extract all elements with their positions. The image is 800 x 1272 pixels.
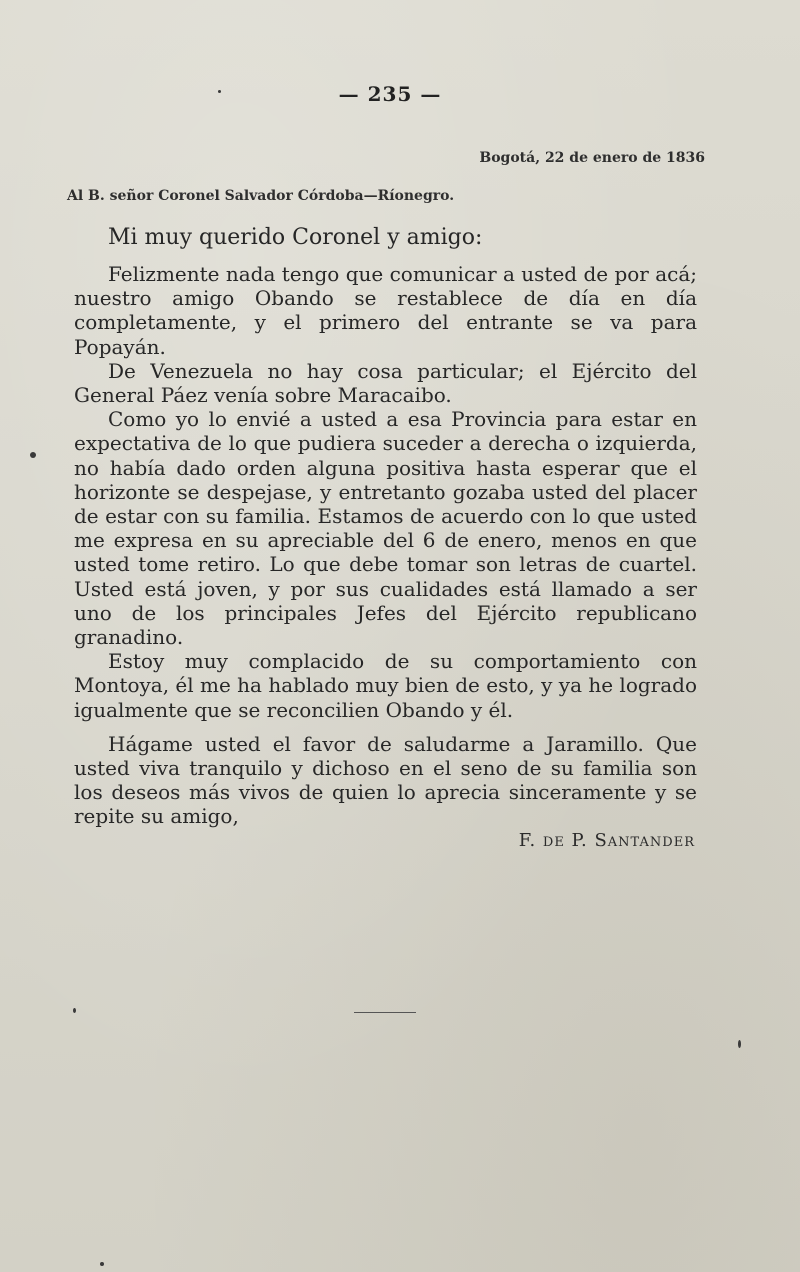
paper-speck — [100, 1262, 104, 1266]
paper-speck — [73, 1008, 76, 1013]
paper-speck — [218, 90, 221, 93]
letter-salutation: Mi muy querido Coronel y amigo: — [108, 225, 483, 250]
paragraph: Estoy muy complacido de su comportamiento con Montoya, él me ha hablado muy bien de esto, y ya he logrado igualmente que se reconcilien Obando y él. — [74, 649, 697, 722]
section-divider — [354, 1012, 416, 1013]
paragraph: Felizmente nada tengo que comunicar a usted de por acá; nuestro amigo Obando se restablece de día en día completamente, y el primero del entrante se va para Popayán. — [74, 262, 697, 359]
paragraph: Hágame usted el favor de saludarme a Jaramillo. Que usted viva tranquilo y dichoso en el seno de su familia son los deseos más vivos de quien lo aprecia sinceramente y se repite su amigo, — [74, 731, 697, 829]
letter-body — [74, 262, 697, 829]
letter-addressee: Al B. señor Coronel Salvador Córdoba—Ríonegro. — [67, 188, 455, 204]
signature-text: F. de P. Santander — [518, 830, 695, 851]
paragraph: Como yo lo envié a usted a esa Provincia para estar en expectativa de lo que pudiera suceder a derecha o izquierda, no había dado orden alguna positiva hasta esperar que el horizonte se despejase, y entretanto gozaba usted del placer de estar con su familia. Estamos de acuerdo con lo que usted me expresa en su apreciable del 6 de enero, menos en que usted tome retiro. Lo que debe tomar son letras de cuartel. Usted está joven, y por sus cualidades está llamado a ser uno de los principales Jefes del Ejército republicano granadino. — [74, 407, 697, 650]
paper-speck — [30, 452, 36, 458]
paper-speck — [738, 1040, 741, 1048]
letter-signature — [519, 830, 695, 851]
letter-date: Bogotá, 22 de enero de 1836 — [479, 150, 705, 166]
paragraph: De Venezuela no hay cosa particular; el Ejército del General Páez venía sobre Maracaibo. — [74, 358, 697, 408]
page-number: — 235 — — [338, 82, 442, 106]
